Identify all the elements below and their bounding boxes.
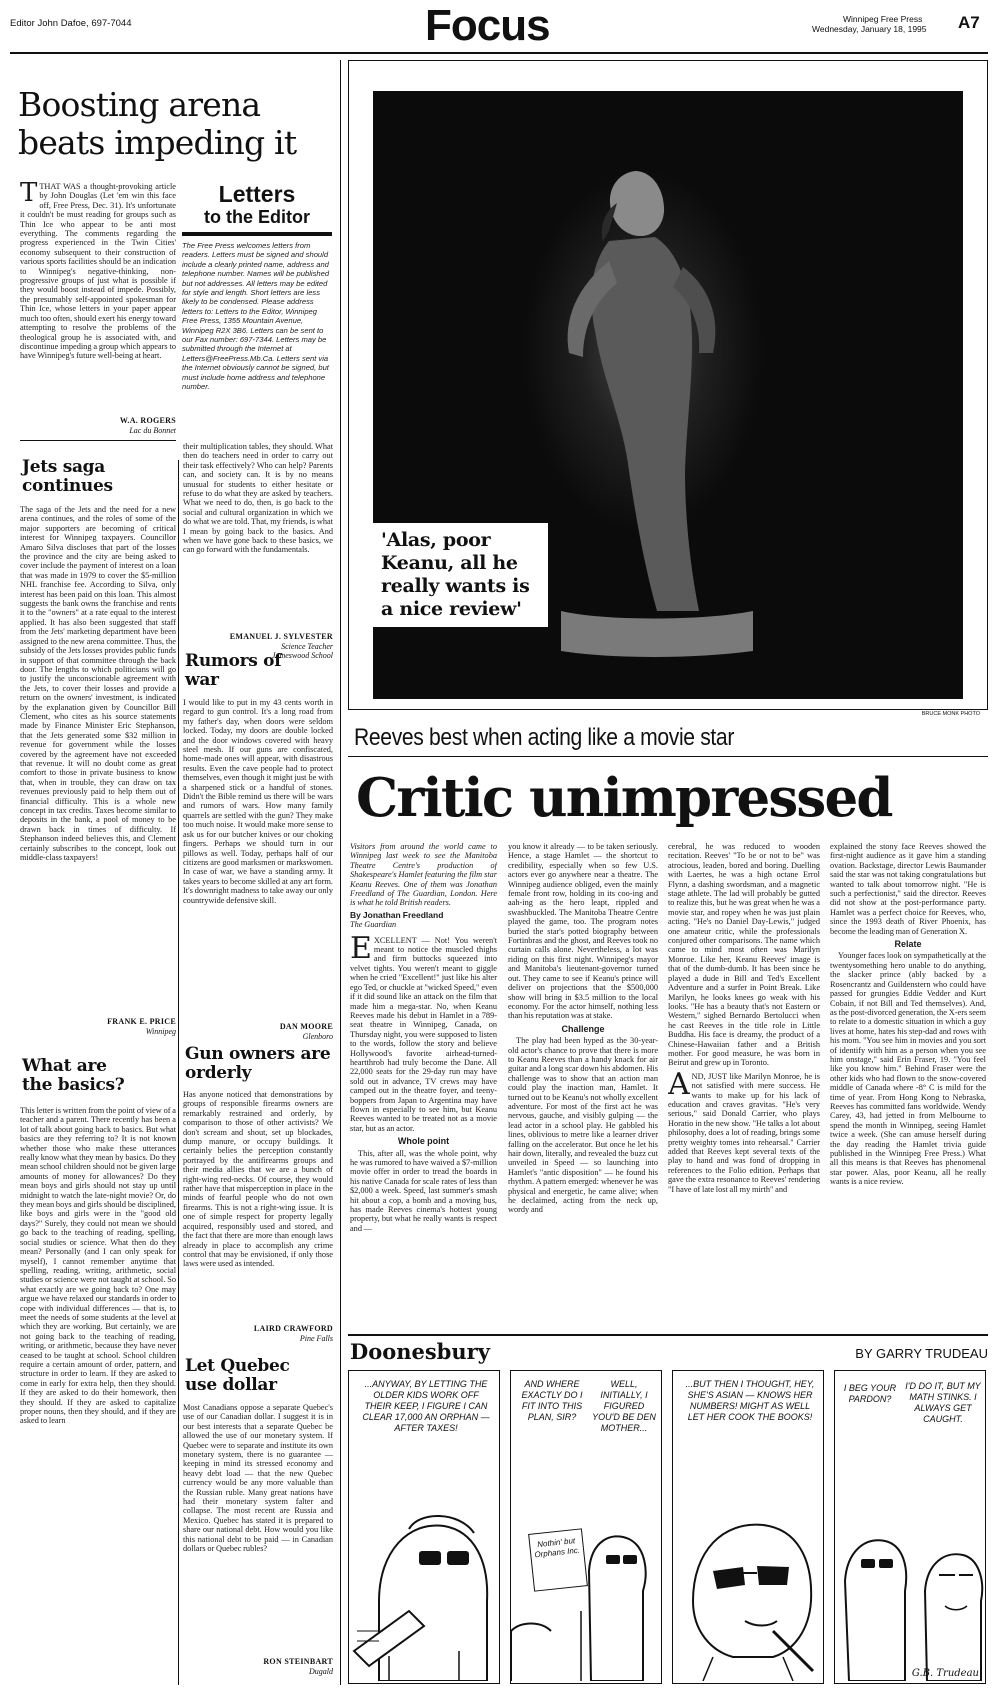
column-rule-2 bbox=[340, 60, 341, 1685]
photo-background bbox=[373, 91, 963, 699]
panel-2-speech-b: WELL, INITIALLY, I FIGURED YOU'D BE DEN MOTHER... bbox=[592, 1379, 656, 1433]
masthead-rule bbox=[10, 52, 988, 54]
panel-1-speech: ...ANYWAY, BY LETTING THE OLDER KIDS WORK OFF THEIR KEEP, I FIGURE I CAN CLEAR 17,000 AN ORPHAN — AFTER TAXES! bbox=[362, 1379, 490, 1433]
paper-name: Winnipeg Free Press bbox=[843, 14, 923, 24]
kicker-rule bbox=[348, 756, 988, 757]
photo-credit: BRUCE MONK PHOTO bbox=[921, 711, 980, 717]
gun-headline: Gun owners are orderly bbox=[185, 1044, 331, 1083]
quebec-author: RON STEINBART bbox=[263, 1657, 333, 1666]
column-rule-1 bbox=[178, 460, 179, 1685]
comic-panel-4 bbox=[834, 1370, 986, 1684]
gun-place: Pine Falls bbox=[299, 1333, 333, 1343]
feature-col-3: cerebral, he was reduced to wooden recitation. Reeves' "To be or not to be" was atrocious, leaden, bored and boring. Duelling with Laertes, he was a high octane Errol Flynn, a dashing swordsman, and a magnetic stage athlete. The lad will probably be gutted to realize this, but he was great when he was a movie star, and ropey when he was just plain acting. "He's no Daniel Day-Lewis," judged one amateur critic, while the professionals conjured other comparisons. The name which came to mind most often was Marilyn Monroe. Like her, Keanu Reeves' image is that of the dumb-dumb. It has been since he played a dude in Bill and Ted's Excellent Adventure and a surfer in Point Break. Like Marilyn, he looks knees go weak with his looks. "He has a beauty that's not Eastern or Western," sighed Bernardo Bertolucci when he cast Reeves in the title role in Little Buddha. His face is dreamy, the product of a Chinese-Hawaiian father and a British mother. For good measure, he was born in Beirut and grew up in Toronto. AND, JUST like Marilyn Monroe, he is not satisfied with mere success. He wants to make up for his lack of education and craves gravitas. "He's very serious," said Donald Carrier, who plays Horatio in the new show. "He talks a lot about philosophy, does a lot of reading, brings some pretty weighty tomes into rehearsal." Carrier added that Reeves kept several texts of the play to hand and was fond of dropping in references to the Folio edition. Perhaps that gave the extra resonance to Reeves' rendering "I have of late lost all my mirth" and bbox=[668, 842, 820, 1194]
panel-3-speech: ...BUT THEN I THOUGHT, HEY, SHE'S ASIAN — KNOWS HER NUMBERS! MIGHT AS WELL LET HER COOK THE BOOKS! bbox=[685, 1379, 815, 1422]
feature-col-4: explained the stony face Reeves showed the first-night audience as it gave him a standing ovation. Backstage, director Lewis Baumander said the star was not taking congratulations but wanted to talk about tomorrow night. "He is such a perfectionist," said the director. Reeves did not show at the post-performance party. Hamlet was a perfect choice for Reeves, who, since the 1993 death of River Phoenix, has become the leading man of Generation X. Relate Younger faces look on sympathetically at the twentysomething hero unable to do anything, the slacker prince (ably backed by a Rosencrantz and Guildenstern who could have passed for grungies Eddie Vedder and Kurt Cobain, if not Bill and Ted themselves). And, as the post-divorced generation, the X-ers seem to relate to a domestic situation in which a guy lives at home, hates his step-dad and rows with his mom. "You see him in movies and you sort of identify with him as a person when you see him onstage," said Erin Fraser, 19. "You feel like you know him." Behind Fraser were the other kids who had flown to the snow-covered middle of Canada where -8° C is mild for the time of year. From Hong Kong to Nebraska, Reeves has committed fans worldwide. Wendy Carey, 43, had jetted in from Melbourne to spend the month in Winnipeg, seeing Hamlet twice a week. (She can amuse herself during the day reading the Hamlet trivia guide published in the Winnipeg Free Press.) What all this means is that Reeves has phenomenal star power. Alas, poor Keanu, all he really wants is a nice review. bbox=[830, 842, 986, 1187]
comic-strip bbox=[348, 1370, 988, 1686]
lead-dropcap: T bbox=[20, 182, 38, 208]
feature-subhead-4: Relate bbox=[894, 939, 922, 950]
feature-dropcap-2: A bbox=[668, 1066, 690, 1102]
basics-author: EMANUEL J. SYLVESTER bbox=[229, 632, 333, 641]
comic-top-rule bbox=[348, 1334, 988, 1336]
quebec-signature bbox=[183, 1657, 333, 1676]
page-number: A7 bbox=[958, 13, 980, 32]
feature-headline: Critic unimpressed bbox=[356, 767, 892, 829]
jets-headline: Jets saga continues bbox=[22, 457, 113, 496]
quebec-headline: Let Quebec use dollar bbox=[185, 1356, 290, 1395]
feature-col-2: you know it already — to be taken seriously. Hence, a stage Hamlet — the shortcut to credibility, especially when so few U.S. actors ever go anywhere near a theatre. The Winnipeg audience obliged, even the mainly female front row, holding in its coo-ing and aah-ing as the hero leapt, rippled and swashbuckled. The Manitoba Theatre Centre played the game, too. The program notes buried the star's potted biography between Fortinbras and the ghost, and Reeves took no curtain calls alone. Nevertheless, a lot was riding on this first night. Winnipeg's mayor and Manitoba's lieutenant-governor turned out. They came to see if Keanu's prince will deliver on projections that the $500,000 show will bring in $3.5 million to the local economy. For the actor himself, nothing less than his reputation was at stake. Challenge The play had been hyped as the 30-year-old actor's chance to prove that there is more to Keanu Reeves than a handy knack for air guitar and a long scar down his abdomen. His challenge was to show that an action man could play the inaction man, Hamlet. It turned out to be Keanu's not wholly excellent adventure. For most of the first act he was nervous, gauche, and visibly gulping — the lead actor in a school play. He gabbled his lines, oblivious to metre like a learner driver falling on the accelerator. But once he let his hair down, literally, and revealed the buzz cut unveiled in Speed — so launching into Hamlet's "antic disposition" — he found his rhythm. A pattern emerged: whenever he was physical and energetic, he came alive; when he declaimed, acting from the neck up, wordy and bbox=[508, 842, 658, 1215]
letters-policy: The Free Press welcomes letters from readers. Letters must be signed and should include a clearly printed name, address and telephone number. Names will be published but not addresses. All letters may be edited for style and length. Short letters are less likely to be condensed. Please address letters to: Letters to the Editor, Winnipeg Free Press, 1355 Mountain Avenue, Winnipeg R2X 3B6. Letters can be sent to our Fax number: 697-7344. Letters may be submitted through the Internet at Letters@FreePress.Mb.Ca. Letters sent via the Internet obviously cannot be signed, but must include home address and telephone number. bbox=[182, 241, 330, 392]
basics-school: Jameswood School bbox=[271, 651, 333, 660]
letters-box-rule bbox=[182, 232, 332, 236]
rumors-headline: Rumors of war bbox=[185, 651, 282, 690]
lead-place: Lac du Bonnet bbox=[129, 425, 176, 435]
panel-4-speech-b: I'D DO IT, BUT MY MATH STINKS. I ALWAYS GET CAUGHT. bbox=[905, 1381, 981, 1424]
comic-panel-2 bbox=[510, 1370, 662, 1684]
feature-subhead-2: Challenge bbox=[561, 1023, 605, 1034]
issue-date: Wednesday, January 18, 1995 bbox=[812, 24, 927, 34]
rumors-author: DAN MOORE bbox=[279, 1022, 333, 1031]
comic-panel-3 bbox=[672, 1370, 824, 1684]
rumors-body: I would like to put in my 43 cents worth in regard to gun control. It's a long road from my father's day, when doors were seldom locked. Today, my doors are double locked and the door windows covered with heavy steel mesh. If our guns are confiscated, home-made ones will appear, with disastrous results. Even the cave people had to protect themselves, even though it might just be with a sharpened stick or a handful of stones. Didn't the Bible remind us there will be wars and rumors of wars. How many family quarrels are settled with the gun? They make too much noise. It would make more sense to ask us for our butcher knives or our choking fingers. Perhaps we should turn in our pillows as well. Today, perhaps half of our citizens are good marksmen or markswomen. In case of war, we have a standing army. It takes years to become skilled at any art form. It's downright madness to take away our only countrywide defensive skill. bbox=[183, 698, 333, 905]
quebec-body: Most Canadians oppose a separate Quebec's use of our Canadian dollar. I suggest it is in our best interests that a separate Quebec be allowed the use of our monetary system. If Quebec were to separate and institute its own monetary system, there is no guarantee — keeping in mind its stressed economy and heavy debt load — that the new Quebec currency would be any more valuable than the Russian ruble. Many great nations have had their monetary system falter and collapse. The most recent are Russia and Mexico. Quebec has stated it is prepared to share our national debt. How would you like this national debt to be paid — in Canadian dollars or Quebec rubles? bbox=[183, 1403, 333, 1554]
basics-continued: their multiplication tables, they should. What then do teachers need in order to carry out their task effectively? Who can help? Parents can, and society can. It is by no means unusual for students to either hesitate or refuse to do what they are asked by teachers. What we need to do, then, is go back to the social and cultural organization in which we do what we are told. That, my friends, is what I mean by going back to the basics. And when we have gone back to these basics, we can go forward with the fundamentals. bbox=[183, 442, 333, 555]
feature-col-1: Visitors from around the world came to Winnipeg last week to see the Manitoba Theatre Centre's production of Shakespeare's Hamlet featuring the film star Keanu Reeves. One of them was Jonathan Freedland of The Guardian, London. Here is what he told British readers. By Jonathan Freedland The Guardian EXCELLENT — Not! You weren't meant to notice the muscled thighs and firm buttocks squeezed into velvet tights. You weren't meant to giggle when he cried "Excellent!" just like his alter ego Ted, or chuckle at "wicked Speed," even if it did sound like an attack on the film that made him a mega-star. No, when Keanu Reeves made his debut in Hamlet in a 789-seat theatre in Winnipeg, Canada, on Thursday night, you were supposed to listen to the words, follow the story and believe Hollywood's favorite airhead-turned-heartthrob had truly become the Dane. All 22,000 seats for the 29-day run may have sold out in advance, TV crews may have camped out in the theatre foyer, and teeny-boppers from Japan to Argentina may have flown in especially to see him, but Keanu Reeves wanted to be treated not as a movie star, but as an actor. Whole point This, after all, was the whole point, why he was rumored to have waived a $7-million movie offer in order to tread the boards in his native Canada for scale rates of less than $2,000 a week. Speed, last summer's smash hit about a cop, a bomb and a moving bus, has made Reeves cinema's hottest young property, but what he really wants is respect and — bbox=[350, 842, 497, 1233]
character-with-glasses-icon bbox=[349, 1481, 499, 1681]
orphanage-sign: Nothin' but Orphans Inc. bbox=[528, 1528, 588, 1591]
feature-subhead-1: Whole point bbox=[397, 1136, 450, 1147]
comic-title: Doonesbury bbox=[350, 1339, 490, 1364]
feature-intro: Visitors from around the world came to Winnipeg last week to see the Manitoba Theatre Centre's production of Shakespeare's Hamlet featuring the film star Keanu Reeves. One of them was Jonathan Freedland of The Guardian, London. Here is what he told British readers. bbox=[350, 842, 497, 908]
section-title: Focus bbox=[425, 1, 550, 50]
characters-reacting-icon bbox=[835, 1471, 985, 1681]
jets-author: FRANK E. PRICE bbox=[107, 1017, 176, 1026]
editor-line: Editor John Dafoe, 697-7044 bbox=[10, 18, 132, 29]
lead-divider bbox=[20, 440, 176, 441]
feature-source: The Guardian bbox=[350, 920, 397, 930]
feature-dropcap: E bbox=[350, 930, 372, 966]
jets-place: Winnipeg bbox=[145, 1026, 176, 1036]
lead-signature bbox=[20, 416, 176, 435]
basics-headline: What are the basics? bbox=[22, 1056, 125, 1095]
jets-body: The saga of the Jets and the need for a new arena continues, and the roles of some of the major supporters are becoming of critical interest for Winnipeg taxpayers. Councillor Amaro Silva discloses that part of the losses the province and the city are being asked to cover include the payment of interest on a loan that was made in 1979 to cover the $5-million NHL franchise fee. According to Silva, only interest has been paid on this loan. This almost suggests the bank owns the franchise and rents it to the "owners" at a rate equal to the interest applied. It has also been suggested that staff from the Jets' marketing department have been assigned to the new arena committee. Thus, the subsidy of the Jets losses provides public funds in support of that committee through the back door. The lengths to which politicians will go to justify the unconscionable agreement with the Jets, to cover their losses and provide a return on the owners' investment, is indicated by the explanation given by Councillor Bill Clement, who cites as his source statements made by Finance Minister Eric Stephanson, that the Jets generated some $32 million in revenue for government while the losses covered by the agreement have not exceeded that revenue. It will no doubt come as great comfort to those in private business to know that, when in trouble, they can draw on tax revenues previously paid to help them out of financial difficulty. This is a whole new concept in tax credits. Taxes become similar to deposits in the bank, a pool of money to be drawn back in times of difficulty. If Stephanson indeed believes this, and Clement certainly subscribes to the concept, look out middle-class taxpayers! bbox=[20, 505, 176, 863]
panel-4-speech-a: I BEG YOUR PARDON? bbox=[843, 1383, 897, 1404]
letters-box bbox=[182, 182, 332, 422]
jets-signature bbox=[20, 1017, 176, 1036]
lead-letter-body: TTHAT WAS a thought-provoking article by John Douglas (Let 'em win this face off, Free Press, Dec. 31). It's unfortunate it couldn't be must reading for groups such as Thin Ice who appear to be anti most everything. The comments regarding the progress experienced in the Twin Cities' economy subsequent to their construction of various sports facilities should be an indication to Winnipeg's negative-thinking, non-progressive groups of just what is possible if they would boost instead of impede. Possibly, the presumably self-appointed spokesman for Thin Ice, whose letters in your paper appear much too often, should exert his energy toward attempting to resolve the problems of the theological group he is associated with, and discontinue impeding a group which appears to have Winnipeg's future well-being at heart. bbox=[20, 182, 176, 361]
gun-author: LAIRD CRAWFORD bbox=[253, 1324, 333, 1333]
gun-signature bbox=[183, 1324, 333, 1343]
rumors-place: Glenboro bbox=[302, 1031, 333, 1041]
feature-photo bbox=[348, 60, 988, 710]
basics-body: This letter is written from the point of view of a teacher and a parent. There recently has been a lot of talk about going back to basics. But what basics are they referring to? It is not known whether those who make these utterances really know what they mean by basics. Do they mean school children should not be given large amounts of money for allowances? Do they mean boys and girls should not stay up until midnight to watch the late-night movie? Or, do they mean boys and girls should be disciplined, like boys and girls were in the "good old days?" Surely, they could not mean we should go back to the teaching of reading, spelling, social studies or science. What then do they mean? Personally (and I can only speak for myself), I cannot remember anytime that spelling, reading, writing, arithmetic, social studies or science were not taught at school. So what exactly are we going back to? One may argue we have relaxed our standards in order to cope with individual differences — that is, to meet the needs of some students at the level at which they are working. But certainly, we are not going back to the teaching of reading, writing, or arithmetic, because they have never ceased to be taught at school. School children require a certain amount of order, pattern, and structure in order to learn. If they are asked to come in early for extra help, then they should. If they are asked to do their homework, then they should. If they are asked to capitalize proper nouns, then they should, and if they are asked to learn bbox=[20, 1106, 176, 1426]
photo-caption-quote: 'Alas, poor Keanu, all he really wants is a nice review' bbox=[373, 523, 548, 627]
characters-talking-icon bbox=[511, 1481, 661, 1681]
comic-byline: BY GARRY TRUDEAU bbox=[855, 1346, 988, 1361]
letters-title: Letters bbox=[218, 181, 296, 207]
lead-headline: Boosting arena beats impeding it bbox=[18, 85, 297, 162]
quebec-place: Dugald bbox=[309, 1666, 333, 1676]
basics-role: Science Teacher bbox=[281, 641, 333, 651]
panel-2-speech-a: AND WHERE EXACTLY DO I FIT INTO THIS PLAN, SIR? bbox=[521, 1379, 583, 1422]
feature-byline: By Jonathan Freedland bbox=[350, 909, 444, 920]
artist-signature: G.B. Trudeau bbox=[911, 1668, 979, 1679]
letters-subtitle: to the Editor bbox=[204, 207, 310, 227]
feature-kicker: Reeves best when acting like a movie star bbox=[354, 724, 735, 751]
rumors-signature bbox=[183, 1022, 333, 1041]
sunglasses-character-icon bbox=[673, 1481, 823, 1681]
lead-author: W.A. ROGERS bbox=[119, 416, 176, 425]
comic-panel-1 bbox=[348, 1370, 500, 1684]
gun-body: Has anyone noticed that demonstrations by groups of responsible firearms owners are remarkably restrained and orderly, by comparison to those of other activists? We don't scream and shout, set up blockades, dump manure, or occupy buildings. It certainly belies the perception constantly portrayed by the antifirearms groups and their media allies that we are a bunch of right-wing red-necks. Of course, they would rather have that misperception in place in the minds of fearful people who do not own firearms. This is not a right-wing issue. It is one of simple respect for property legally acquired, responsibly used and stored, and the fact that there are more than enough laws already in place to accomplish any crime control that may be envisioned, if only those laws were used as intended. bbox=[183, 1090, 333, 1269]
